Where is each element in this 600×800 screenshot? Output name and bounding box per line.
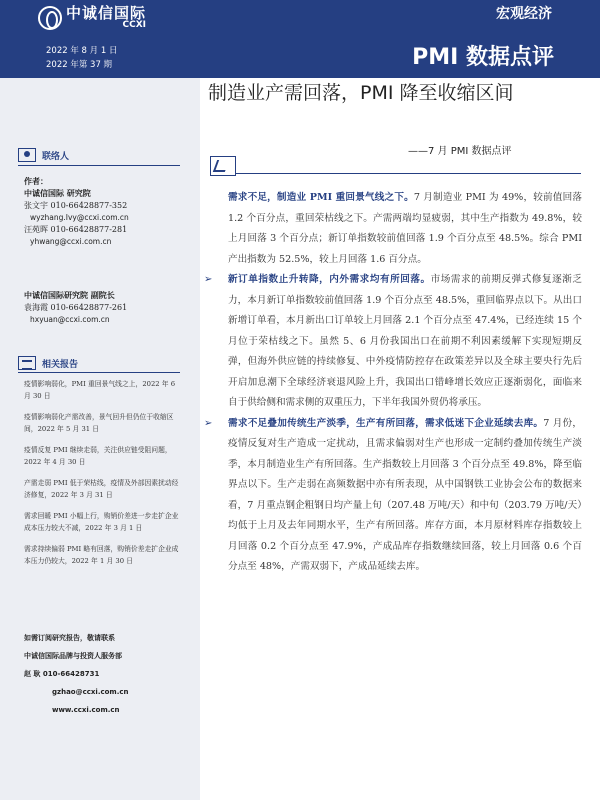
report-icon bbox=[18, 356, 36, 370]
related-report-link[interactable]: 产需走弱 PMI 低于荣枯线，疫情及外部因素扰动经济修复，2022 年 3 月 31 日 bbox=[24, 479, 179, 499]
paragraph-text: 7 月制造业 PMI 为 49%，较前值回落 1.2 个百分点，重回荣枯线之下。产需两端均显疲弱，其中生产指数为 49.8%，较上月回落 3 个百分点；新订单指数较前值回落 1.9 个百分点至 48.5%。综合 PMI 产出指数为 52.5%，较上月回落 1.6 百分点。 bbox=[228, 192, 582, 265]
logo-english-text: CCXI bbox=[122, 20, 147, 30]
related-report-link[interactable]: 需求回暖 PMI 小幅上行，购销价差进一步走扩企业成本压力较大不减，2022 年 3 月 1 日 bbox=[24, 512, 179, 532]
company-logo bbox=[38, 6, 146, 30]
report-date: 2022 年 8 月 1 日 bbox=[46, 46, 118, 56]
report-title: 制造业产需回落，PMI 降至收缩区间 bbox=[208, 82, 514, 104]
contacts-heading bbox=[18, 148, 69, 162]
document-icon bbox=[210, 156, 236, 176]
subscription-info bbox=[24, 632, 194, 716]
director-phone: 袁海霞 010-66428877-261 bbox=[24, 303, 128, 312]
related-report-link[interactable]: 疫情反复 PMI 继续走弱，关注供应链受阻问题，2022 年 4 月 30 日 bbox=[24, 446, 172, 466]
paragraph-lead: 新订单指数止升转降，内外需求均有所回落。 bbox=[228, 274, 431, 285]
paragraph bbox=[204, 270, 583, 414]
arrow-bullet-icon: ➢ bbox=[204, 417, 213, 429]
arrow-bullet-icon: ➢ bbox=[204, 274, 213, 285]
related-report-link[interactable]: 疫情影响弱化产需改善，景气回升但仍位于收缩区间，2022 年 5 月 31 日 bbox=[24, 413, 174, 433]
person-icon bbox=[18, 148, 36, 162]
related-report-link[interactable]: 疫情影响弱化，PMI 重回景气线之上，2022 年 6 月 30 日 bbox=[24, 380, 176, 400]
report-type: PMI 数据点评 bbox=[412, 45, 554, 70]
author-label: 作者： bbox=[24, 177, 48, 186]
logo-mark-icon bbox=[38, 6, 62, 30]
contact-name-phone: 张文宇 010-66428877-352 bbox=[24, 201, 128, 210]
related-reports-list bbox=[24, 378, 184, 576]
contact-email[interactable]: yhwang@ccxi.com.cn bbox=[30, 237, 112, 246]
report-body bbox=[204, 188, 583, 578]
contacts-divider bbox=[18, 165, 180, 166]
related-divider bbox=[18, 372, 180, 373]
service-contact: 赵 耿 010-66428731 bbox=[24, 670, 100, 678]
related-report-link[interactable]: 需求持续偏弱 PMI 略有回落，购销价差走扩企业成本压力仍较大，2022 年 1 月 30 日 bbox=[24, 545, 179, 565]
director-block bbox=[24, 290, 194, 326]
title-divider bbox=[236, 173, 581, 174]
paragraph-text: 市场需求的前期反弹式修复逐渐乏力，本月新订单指数较前值回落 1.9 个百分点至 48.5%，重回临界点以下。从出口新增订单看，本月新出口订单较上月回落 2.1 个百分点至 47.4%，已经连续 15 个月位于荣枯线之下。虽然 5、6 月份我国出口在前期不利因素缓解下实现短期反弹，但海外供应链的持续修复、中外疫情防控存在政策差异以及全球主要央行先后开启加息潮下全球经济衰退风险上升，我国出口错峰增长效应正逐渐弱化，面临来自于供给侧和需求侧的双重压力，下半年我国外贸仍将承压。 bbox=[228, 274, 583, 408]
report-issue: 2022 年第 37 期 bbox=[46, 60, 113, 70]
report-subtitle: ——7 月 PMI 数据点评 bbox=[408, 146, 512, 157]
paragraph-lead: 需求不足，制造业 PMI 重回景气线之下。 bbox=[228, 192, 414, 203]
contacts-block bbox=[24, 176, 194, 248]
logo-chinese-text: 中诚信国际 bbox=[66, 4, 147, 22]
website-link[interactable]: www.ccxi.com.cn bbox=[52, 706, 120, 714]
paragraph bbox=[204, 414, 583, 578]
contact-email[interactable]: wyzhang.Ivy@ccxi.com.cn bbox=[30, 213, 129, 222]
paragraph bbox=[214, 188, 582, 270]
service-email[interactable]: gzhao@ccxi.com.cn bbox=[52, 688, 129, 696]
service-department: 中诚信国际品牌与投资人服务部 bbox=[24, 652, 122, 660]
related-heading bbox=[18, 356, 78, 370]
date-block bbox=[46, 44, 117, 72]
author-org: 中诚信国际 研究院 bbox=[24, 189, 91, 198]
subscription-line: 如需订阅研究报告，敬请联系 bbox=[24, 634, 115, 642]
contact-name-phone: 汪苑晖 010-66428877-281 bbox=[24, 225, 128, 234]
header-banner bbox=[0, 0, 600, 78]
director-title: 中诚信国际研究院 副院长 bbox=[24, 291, 115, 300]
related-heading-label: 相关报告 bbox=[42, 359, 79, 370]
paragraph-lead: 需求不足叠加传统生产淡季，生产有所回落，需求低迷下企业延续去库。 bbox=[228, 417, 544, 429]
report-category: 宏观经济 bbox=[496, 6, 552, 22]
director-email[interactable]: hxyuan@ccxi.com.cn bbox=[30, 315, 110, 324]
contacts-heading-label: 联络人 bbox=[42, 151, 70, 162]
paragraph-text: 7 月份，疫情反复对生产造成一定扰动，且需求偏弱对生产也形成一定制约叠加传统生产淡季，本月制造业生产有所回落。生产指数较上月回落 3 个百分点至 49.8%，降至临界点以下。生产走弱在高频数据中亦有所表现，从中国钢铁工业协会公布的数据来看，7 月重点钢企粗钢日均产量上旬（207.48 万吨/天）和中旬（203.79 万吨/天）均低于上月及去年同期水平，生产有所回落。库存方面，本月原材料库存指数较上月回落 0.2 个百分点至 47.9%，产成品库存指数继续回落，较上月回落 0.6 个百分点至 48%，产需双弱下，产成品延续去库。 bbox=[228, 417, 583, 572]
